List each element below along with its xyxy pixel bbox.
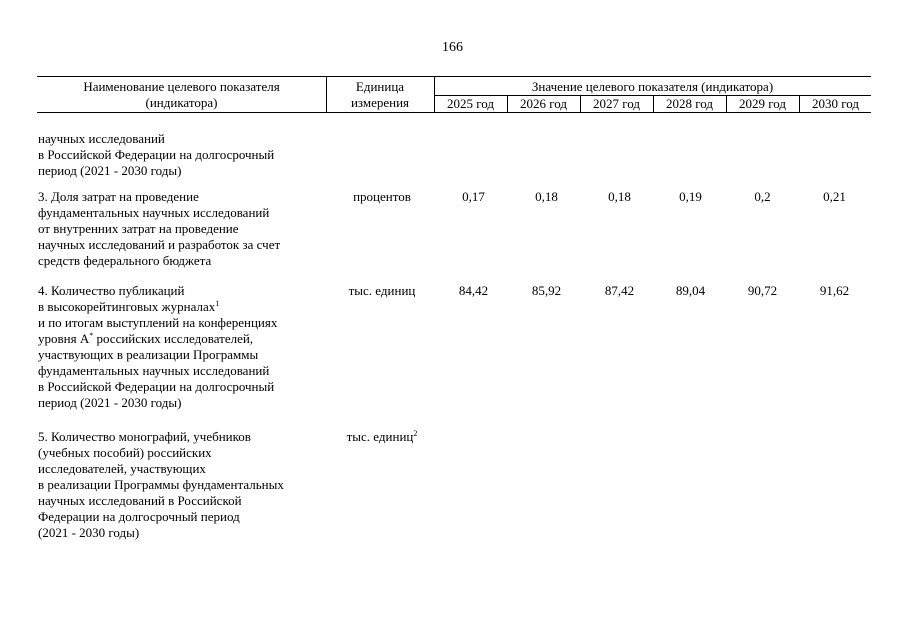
header-text: (индикатора) — [145, 95, 218, 110]
row-text-line: фундаментальных научных исследований — [38, 205, 270, 220]
header-year-2025: 2025 год — [447, 96, 494, 111]
header-text: Единица — [355, 79, 405, 94]
header-text: Наименование целевого показателя — [83, 79, 280, 94]
row-text-line — [38, 331, 333, 347]
table-row-4-value-2026: 85,92 — [531, 283, 562, 298]
table-row-3-value-2030: 0,21 — [823, 189, 846, 204]
table-row-4-value-2025: 84,42 — [458, 283, 489, 298]
row-text-line: Федерации на долгосрочный период — [38, 509, 240, 524]
table-row-5-name — [38, 429, 333, 541]
header-year-2028: 2028 год — [666, 96, 713, 111]
row-text-line: 4. Количество публикаций — [38, 283, 185, 298]
row-text-line: исследователей, участвующих — [38, 461, 206, 476]
row-text-line: средств федерального бюджета — [38, 253, 212, 268]
row-text-segment: уровня А — [38, 331, 90, 346]
row-text-line: (учебных пособий) российских — [38, 445, 212, 460]
row-text-line: период (2021 - 2030 годы) — [38, 163, 182, 178]
table-row-4-value-2030: 91,62 — [819, 283, 850, 298]
table-row-3-name — [38, 189, 333, 269]
table-row-5-unit — [330, 429, 434, 445]
row-text-line: период (2021 - 2030 годы) — [38, 395, 182, 410]
table-row-3-value-2025: 0,17 — [462, 189, 485, 204]
header-values-group: Значение целевого показателя (индикатора) — [531, 79, 774, 94]
table-row-3-value-2026: 0,18 — [535, 189, 558, 204]
row-text-line: 5. Количество монографий, учебников — [38, 429, 251, 444]
table-row-4-value-2028: 89,04 — [675, 283, 706, 298]
footnote-marker-1: 1 — [215, 299, 220, 308]
table-row-4-value-2029: 90,72 — [747, 283, 778, 298]
unit-text: тыс. единиц — [346, 429, 414, 444]
row-text-line: и по итогам выступлений на конференциях — [38, 315, 278, 330]
row-text-line: научных исследований — [38, 131, 165, 146]
footnote-marker-2: 2 — [413, 429, 418, 438]
row-text-line: 3. Доля затрат на проведение — [38, 189, 199, 204]
footnote-marker-star: * — [89, 331, 94, 340]
table-row-3-value-2027: 0,18 — [608, 189, 631, 204]
row-text-line: участвующих в реализации Программы — [38, 347, 259, 362]
table-row-4-unit: тыс. единиц — [348, 283, 416, 298]
row-text-line: от внутренних затрат на проведение — [38, 221, 239, 236]
row-text-line: в Российской Федерации на долгосрочный — [38, 147, 275, 162]
table-row-continuation-name — [38, 131, 333, 179]
header-text: измерения — [350, 95, 410, 110]
header-year-2029: 2029 год — [739, 96, 786, 111]
row-text-line: фундаментальных научных исследований — [38, 363, 270, 378]
row-text-segment: российских исследователей, — [93, 331, 254, 346]
page-number: 166 — [442, 40, 463, 55]
table-top-rule — [37, 76, 871, 77]
row-text-line — [38, 299, 333, 315]
header-unit-column — [326, 79, 434, 111]
table-row-4-value-2027: 87,42 — [604, 283, 635, 298]
header-year-2027: 2027 год — [593, 96, 640, 111]
table-row-3-value-2028: 0,19 — [679, 189, 702, 204]
row-text-line: научных исследований в Российской — [38, 493, 242, 508]
table-row-3-unit: процентов — [353, 189, 411, 204]
header-year-2026: 2026 год — [520, 96, 567, 111]
row-text-line: в Российской Федерации на долгосрочный — [38, 379, 275, 394]
header-name-column — [37, 79, 326, 111]
row-text-segment: в высокорейтинговых журналах — [38, 299, 216, 314]
row-text-line: в реализации Программы фундаментальных — [38, 477, 284, 492]
header-bottom-rule — [37, 112, 871, 113]
header-year-2030: 2030 год — [812, 96, 859, 111]
row-text-line: (2021 - 2030 годы) — [38, 525, 140, 540]
table-row-3-value-2029: 0,2 — [754, 189, 771, 204]
row-text-line: научных исследований и разработок за счет — [38, 237, 281, 252]
table-row-4-name — [38, 283, 333, 411]
